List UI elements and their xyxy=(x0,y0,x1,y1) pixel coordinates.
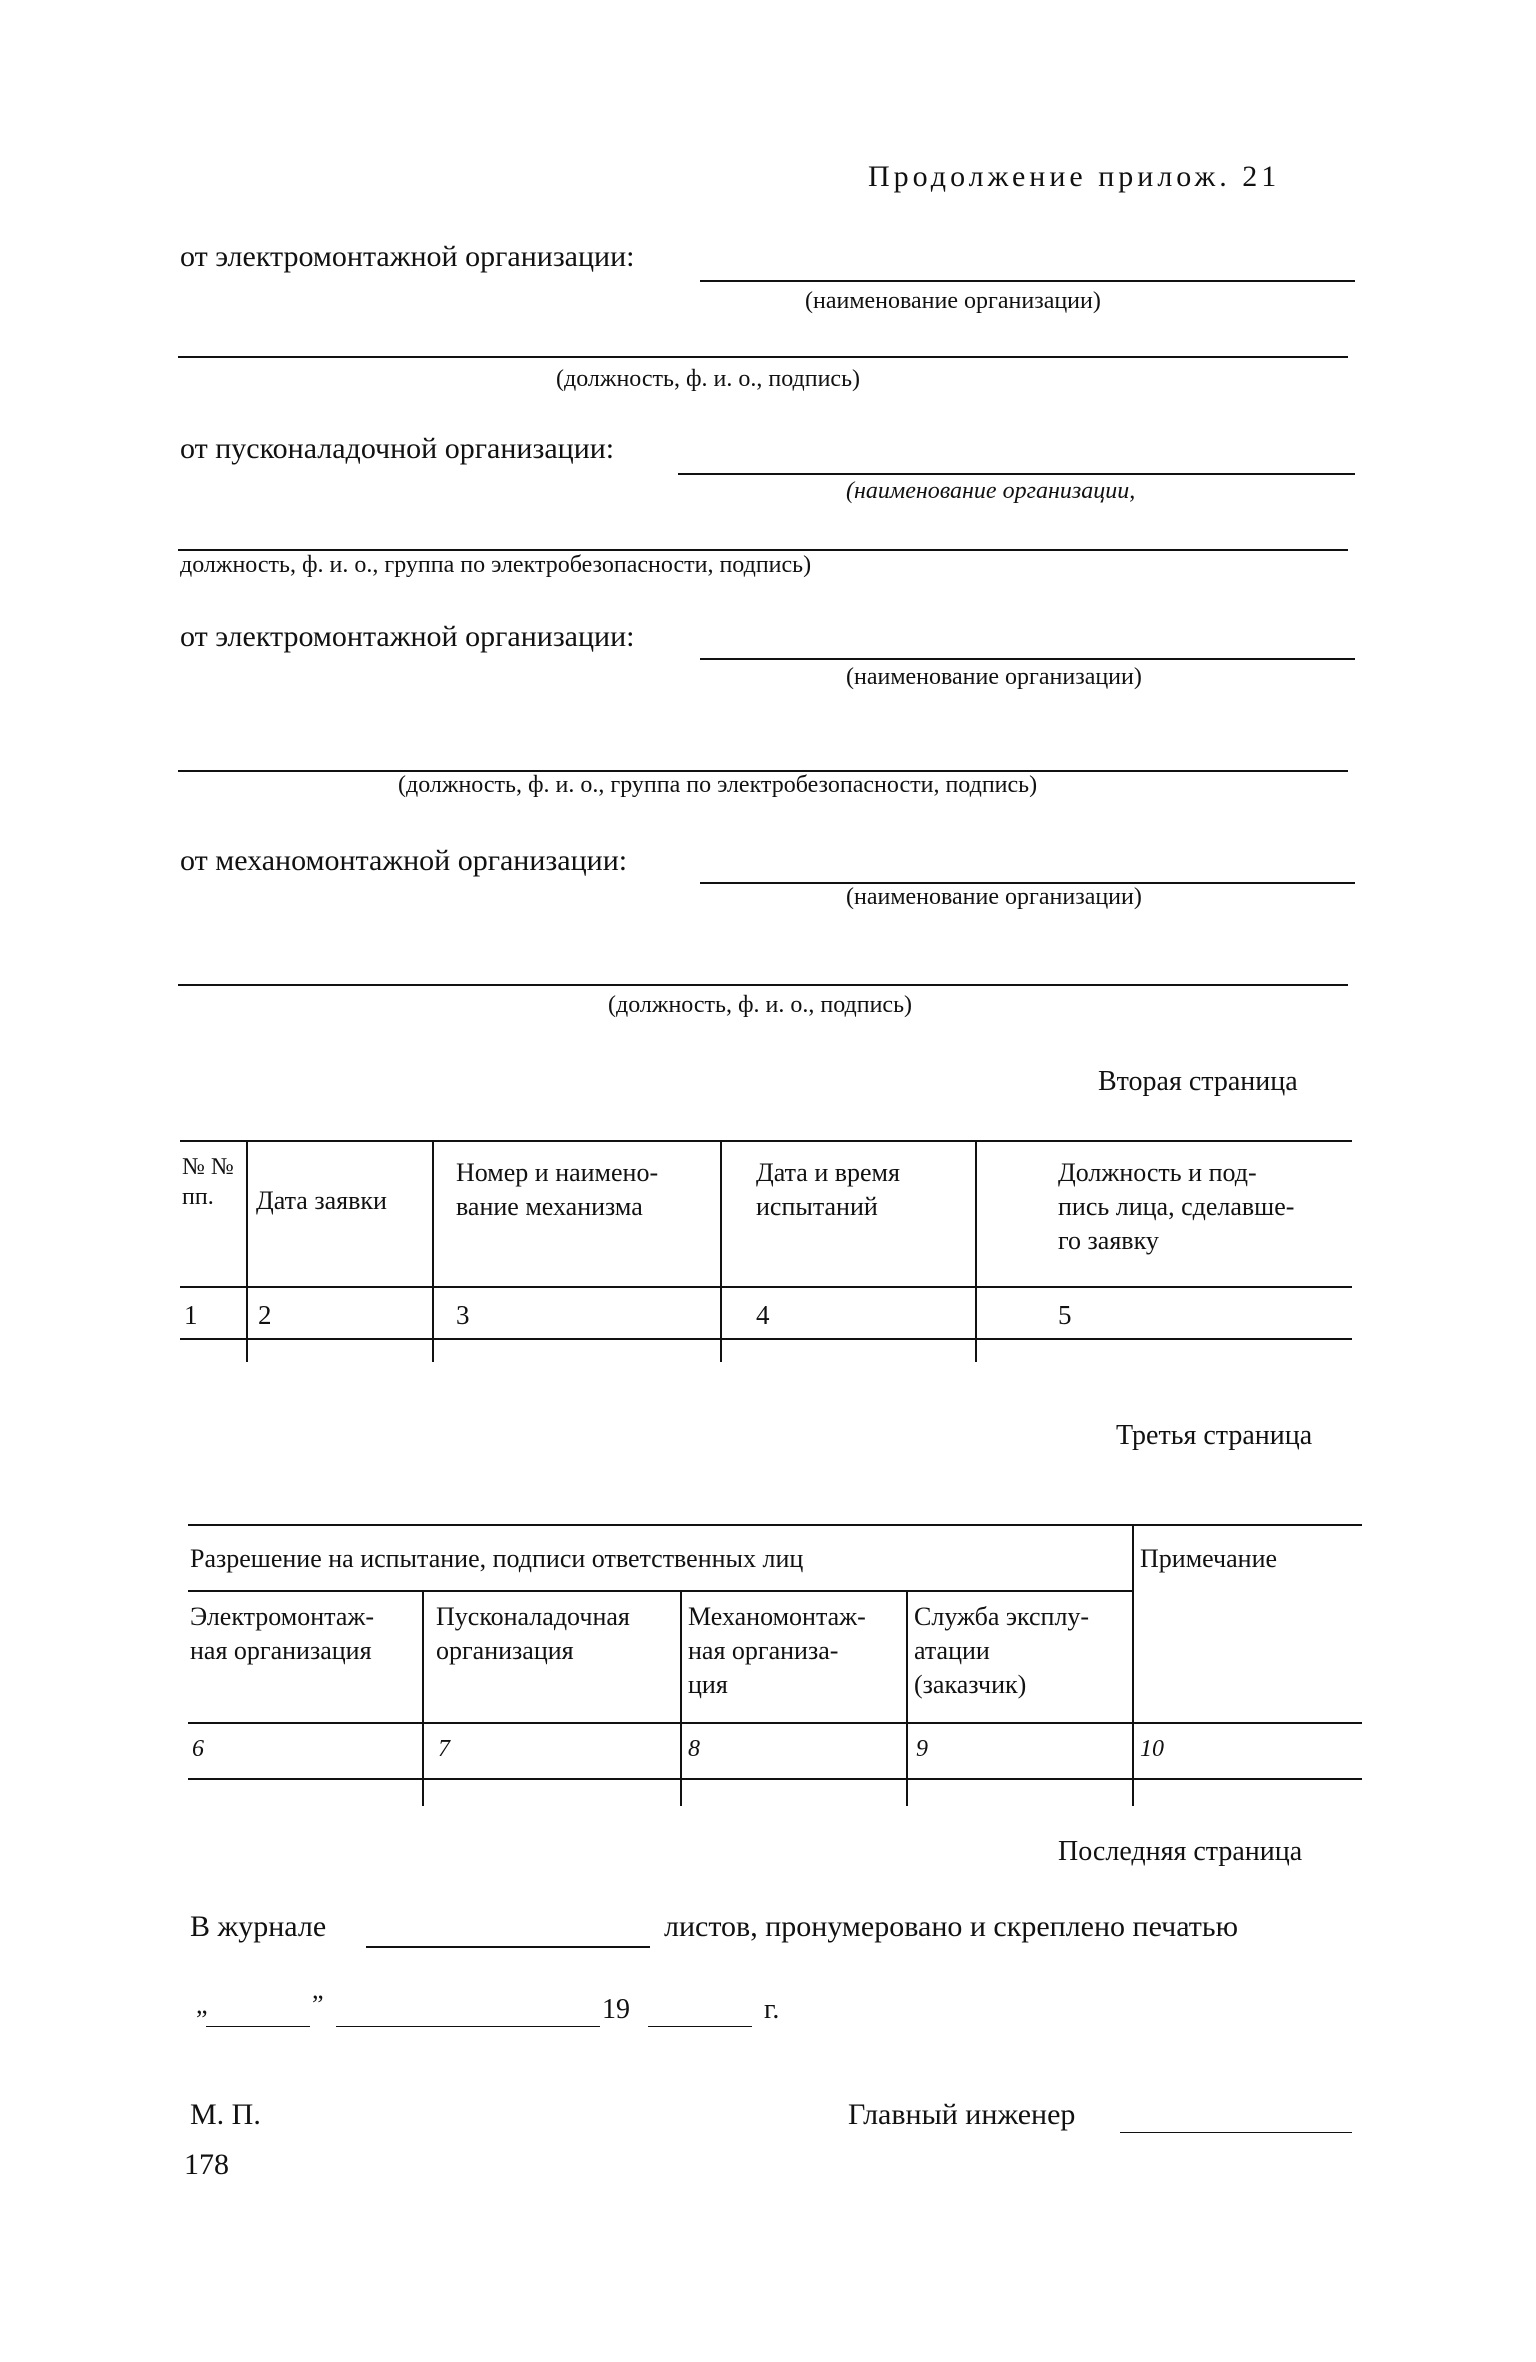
section-title-third-page: Третья страница xyxy=(1116,1420,1313,1451)
subheader-commissioning: Пусконаладочная организация xyxy=(436,1602,630,1665)
year-suffix: г. xyxy=(764,1994,780,2025)
blank-line xyxy=(648,2026,752,2027)
journal-label: В журнале xyxy=(190,1910,327,1943)
column-number: 7 xyxy=(438,1736,450,1762)
header-permission: Разрешение на испытание, подписи ответственных лиц xyxy=(190,1544,804,1573)
blank-line xyxy=(700,658,1355,660)
column-number: 10 xyxy=(1140,1736,1164,1762)
header-cell-requester: Должность и под- пись лица, сделавше- го заявку xyxy=(1058,1158,1295,1255)
blank-line xyxy=(336,2026,600,2027)
section-title-second-page: Вторая страница xyxy=(1098,1066,1298,1097)
stamp-label: М. П. xyxy=(190,2098,261,2131)
subheader-operations: Служба эксплу- атации (заказчик) xyxy=(914,1602,1090,1699)
field-caption: должность, ф. и. о., группа по электробезопасности, подпись) xyxy=(180,552,812,578)
date-quote-close: ” xyxy=(312,1990,324,2019)
signatory-label: от электромонтажной организации: xyxy=(180,240,635,273)
date-quote-open: „ xyxy=(196,1990,208,2019)
chief-engineer-label: Главный инженер xyxy=(848,2098,1076,2131)
blank-line xyxy=(1120,2132,1352,2133)
blank-line xyxy=(206,2026,310,2027)
year-prefix: 19 xyxy=(602,1994,630,2025)
field-caption: (должность, ф. и. о., подпись) xyxy=(556,366,861,392)
blank-line xyxy=(678,473,1355,475)
header-cell-mechanism: Номер и наимено- вание механизма xyxy=(456,1158,659,1221)
field-caption: (наименование организации, xyxy=(846,478,1136,504)
signatory-label: от механомонтажной организации: xyxy=(180,844,628,877)
field-caption: (должность, ф. и. о., подпись) xyxy=(608,992,913,1018)
blank-line xyxy=(178,984,1348,986)
section-title-last-page: Последняя страница xyxy=(1058,1836,1303,1867)
column-number: 5 xyxy=(1058,1300,1072,1330)
journal-text: листов, пронумеровано и скреплено печатью xyxy=(664,1910,1238,1943)
column-number: 8 xyxy=(688,1736,700,1762)
column-number: 3 xyxy=(456,1300,470,1330)
field-caption: (наименование организации) xyxy=(846,664,1142,690)
page-number: 178 xyxy=(184,2148,229,2181)
blank-line xyxy=(178,549,1348,551)
field-caption: (наименование организации) xyxy=(805,288,1101,314)
subheader-mechanical: Механомонтаж- ная организа- ция xyxy=(688,1602,866,1699)
column-number: 9 xyxy=(916,1736,928,1762)
blank-line xyxy=(178,356,1348,358)
column-number: 6 xyxy=(192,1736,204,1762)
blank-line xyxy=(700,280,1355,282)
subheader-electrical: Электромонтаж- ная организация xyxy=(190,1602,375,1665)
header-note: Примечание xyxy=(1140,1544,1278,1573)
header-cell-request-date: Дата заявки xyxy=(256,1186,387,1215)
column-number: 1 xyxy=(184,1300,198,1330)
field-caption: (наименование организации) xyxy=(846,884,1142,910)
signatory-label: от пусконаладочной организации: xyxy=(180,432,615,465)
blank-line xyxy=(366,1946,650,1948)
header-cell-number: № № пп. xyxy=(182,1154,234,1210)
column-number: 4 xyxy=(756,1300,770,1330)
column-number: 2 xyxy=(258,1300,272,1330)
signatory-label: от электромонтажной организации: xyxy=(180,620,635,653)
header-cell-test-datetime: Дата и время испытаний xyxy=(756,1158,900,1221)
field-caption: (должность, ф. и. о., группа по электробезопасности, подпись) xyxy=(398,772,1038,798)
continuation-header: Продолжение прилож. 21 xyxy=(868,160,1281,193)
